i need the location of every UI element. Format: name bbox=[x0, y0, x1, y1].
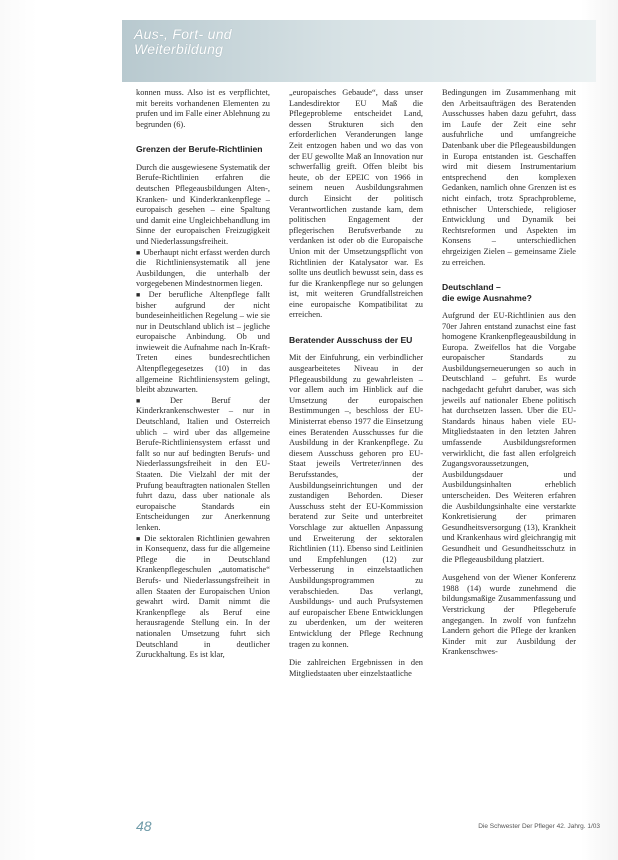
paragraph-col2-1: „europaisches Gebaude“, dass unser Landesdirektor EU Maß die Pflegeprobleme entscheidet Land, dessen Strukturen sich den erforderlichen Veranderungen lange Zeit entzogen haben und wo das von der EU gewollte Maß an Innovation nur schwerfallig greift. Offen bleibt bis heute, ob der EPEIC von 1966 in seinem neuen Ausbildungsrahmen durch Einsicht der politisch Verantwortlichen zustande kam, dem politischen Engagement der pflegerischen Berufsverbande zu verdanken ist oder ob die Europaische Union mit der Umsetzungspflicht von Richtlinien der Katalysator war. Es sollte uns deutlich bewusst sein, dass es fur die Krankenpflege nur so gelungen ist, mit weiteren Grundfallstreichen eine europaische Kompatibilitat zu erreichen. bbox=[289, 88, 423, 320]
column-1 bbox=[136, 88, 270, 661]
bullet-paragraph-2: ■ Der berufliche Altenpflege fallt bisher aufgrund der nicht bundeseinheitlichen Regelung – wie sie nur in Deutschland ublich ist – jegliche europaische Anbindung. Ob und inwieweit die Aufnahme nach In-Kraft-Treten eines bundesrechtlichen Altenpflegegesetzes (10) in das allgemeine Richtliniensystem gelingt, bleibt abzuwarten. bbox=[136, 290, 270, 396]
page-number: 48 bbox=[136, 818, 152, 834]
heading-deutschland-sub: die ewige Ausnahme? bbox=[442, 292, 532, 303]
paragraph-col2-2: Mit der Einfuhrung, ein verbindlicher ausgearbeitetes Niveau in der Pflegeausbildung zu gewahrleisten – vor allem auch im Hinblick auf die Umsetzung der europaischen Bestimmungen –, beschloss der EU-Ministerrat ebenso 1977 die Einsetzung eines Beratenden Ausschusses fur die Ausbildung in der Krankenpflege. Zu diesem Ausschuss gehoren pro EU-Staat jeweils Vertreter/innen des Berufsstandes, der Ausbildungseinrichtungen und der zustandigen Behorden. Dieser Ausschuss steht der EU-Kommission beratend zur Seite und unterbreitet Vorschlage zur aktuellen Anpassung und Erweiterung der sektoralen Richtlinien (11). Ebenso sind Leitlinien und Empfehlungen (12) zur Verbesserung in einzelstaatlichen Ausbildungsprogrammen zu verabschieden. Das verlangt, Ausbildungs- und auch Prufsystemen auf europaischer Ebene Entwicklungen zu uberdenken, um der weiteren Entwicklung der Pflege Rechnung tragen zu konnen. bbox=[289, 353, 423, 649]
paragraph-grenzen: Durch die ausgewiesene Systematik der Berufe-Richtlinien erfahren die deutschen Pflegeausbildungen Alten-, Kranken- und Kinderkrankenpflege – europaisch gesehen – eine Spaltung und damit eine Ungleichbehandlung im Sinne der europaischen Freizugigkeit und Niederlassungsfreiheit. bbox=[136, 162, 270, 246]
bullet-paragraph-1: ■ Uberhaupt nicht erfasst werden durch die Richtliniensystematik all jene Ausbildungen, die unterhalb der vorgegebenen Mindestnormen liegen. bbox=[136, 248, 270, 290]
bullet-paragraph-3: ■ Der Beruf der Kinderkrankenschwester – nur in Deutschland, Italien und Osterreich ublich – wird uber das allgemeine Berufe-Richtliniensystem erfasst und fallt so nur auf bedingten Berufs- und Niederlassungsfreiheit in den EU-Staaten. Die Vielzahl der mit der Prufung beauftragten nationalen Stellen fuhrt dazu, dass uber nationale als europaische Standards ein Entscheidungen zur Anerkennung lenken. bbox=[136, 396, 270, 534]
paragraph-col3-3: Ausgehend von der Wiener Konferenz 1988 (14) wurde zunehmend die bildungsmaßige Zusammenfassung und Verstrickung der Pflegeberufe angegangen. In zwolf von funfzehn Landern gehort die Pflege der kranken Kinder mit zur Ausbildung der Krankenschwes- bbox=[442, 573, 576, 657]
bullet-paragraph-4: ■ Die sektoralen Richtlinien gewahren in Konsequenz, dass fur die allgemeine Pflege die in Deutschland Krankenpflegeschulen „automatische“ Berufs- und Niederlassungsfreiheit in allen Staaten der Europaischen Union gewahrt wird. Damit nimmt die Krankenpflege als Beruf eine herausragende Stellung ein. In der nationalen Umsetzung fuhrt sich Deutschland in deutlicher Zuruckhaltung. Es ist klar, bbox=[136, 534, 270, 661]
paragraph-col2-3: Die zahlreichen Ergebnissen in den Mitgliedstaaten uber einzelstaatliche bbox=[289, 658, 423, 678]
footer-source: Die Schwester Der Pfleger 42. Jahrg. 1/03 bbox=[478, 823, 600, 830]
column-3 bbox=[442, 88, 576, 658]
heading-deutschland bbox=[442, 282, 576, 303]
heading-grenzen: Grenzen der Berufe-Richtlinien bbox=[136, 144, 263, 155]
paragraph-gap bbox=[442, 565, 576, 573]
heading-deutschland-main: Deutschland – bbox=[442, 282, 501, 293]
paragraph-col3-1: Bedingungen im Zusammenhang mit den Arbeitsaufträgen des Beratenden Ausschusses haben dazu gefuhrt, dass im Laufe der Zeit eine sehr ausfuhrliche und umfangreiche Datenbank uber die Pflegeausbildungen in Europa entstanden ist. Geschaffen wird mit diesem Instrumentarium entsprechend den komplexen Gedanken, namlich ohne Grenzen ist es nicht einfach, trotz Sprachprobleme, ethnischer Unterschiede, religioser Entwicklung und Dynamik bei Rechtsreformen und Aspekten im Konsens – unterschiedlichen ehrgeizigen Zielen – gemeinsame Ziele zu erreichen. bbox=[442, 88, 576, 267]
section-title: Aus-, Fort- und Weiterbildung bbox=[134, 26, 232, 57]
column-2 bbox=[289, 88, 423, 679]
paragraph-intro: konnen muss. Also ist es verpflichtet, mit bereits vorhandenen Elementen zu prufen und im Falle einer Ablehnung zu begrunden (6). bbox=[136, 88, 270, 129]
paragraph-col3-2: Aufgrund der EU-Richtlinien aus den 70er Jahren entstand zunachst eine fast homogene Krankenpflegeausbildung in Europa. Zweifellos hat die Vorgabe europaischer Standards zu Ausbildungserneuerungen so auch in Deutschland – gefuhrt. Es wurde nachgedacht gefuhrt daruber, was sich jeweils auf nationaler Ebene politisch hat durchsetzen lassen. Uber die EU-Standards hinaus haben viele EU-Mitgliedstaaten in den letzten Jahren umfassende Ausbildungsreformen verwirklicht, die fast allen erfolgreich Zugangsvoraussetzungen, Ausbildungsdauer und Ausbildungsinhalten erheblich unterscheiden. Des Weiteren erfahren die Ausbildungsinhalte eine verstarkte Konkretisierung der primaren Gesundheitsversorgung (13), Krankheit und Krankenhaus wird gleichrangig mit Gesundheit und Gesundheitsschutz in die Pflegeausbildung platziert. bbox=[442, 310, 576, 564]
paragraph-gap bbox=[289, 650, 423, 658]
heading-ausschuss: Beratender Ausschuss der EU bbox=[289, 335, 413, 346]
